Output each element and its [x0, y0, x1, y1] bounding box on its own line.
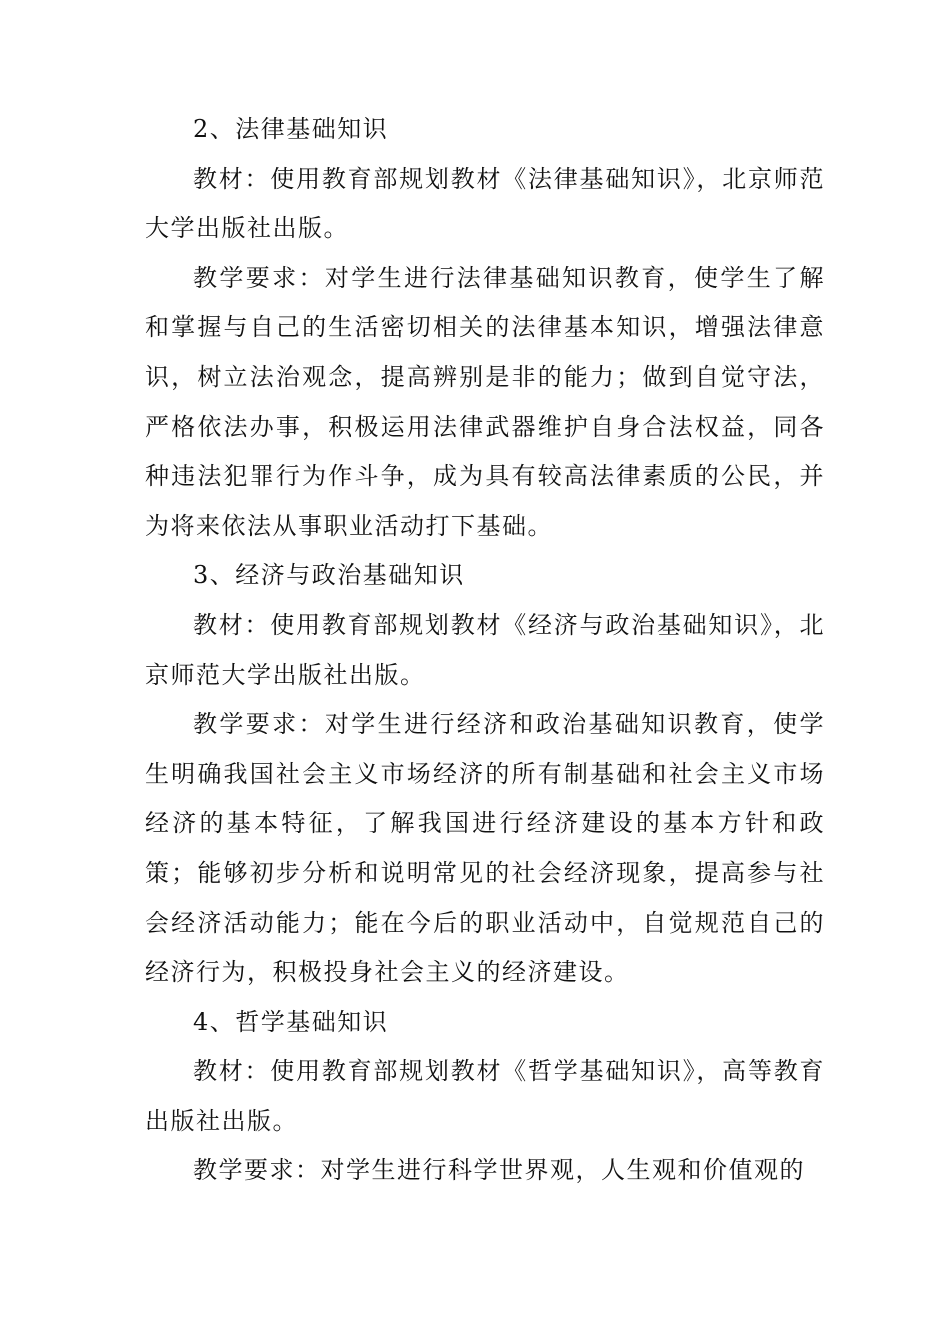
paragraph-economics-requirements: 教学要求：对学生进行经济和政治基础知识教育，使学生明确我国社会主义市场经济的所有制基础和社会主义市场经济的基本特征，了解我国进行经济建设的基本方针和政策；能够初步分析和说明常见的社会经济现象，提高参与社会经济活动能力；能在今后的职业活动中，自觉规范自己的经济行为，积极投身社会主义的经济建设。	[145, 710, 825, 987]
paragraph-philosophy-requirements: 教学要求：对学生进行科学世界观，人生观和价值观的	[193, 1156, 805, 1185]
section-heading-law: 2、法律基础知识	[193, 115, 389, 143]
paragraph-philosophy-textbook: 教材：使用教育部规划教材《哲学基础知识》，高等教育出版社出版。	[145, 1057, 825, 1135]
document-page	[145, 105, 825, 1196]
section-heading-economics-politics: 3、经济与政治基础知识	[193, 561, 465, 590]
paragraph-law-textbook: 教材：使用教育部规划教材《法律基础知识》，北京师范大学出版社出版。	[145, 164, 825, 243]
section-heading-philosophy: 4、哲学基础知识	[193, 1007, 389, 1036]
paragraph-law-requirements: 教学要求：对学生进行法律基础知识教育，使学生了解和掌握与自己的生活密切相关的法律基本知识，增强法律意识，树立法治观念，提高辨别是非的能力；做到自觉守法，严格依法办事，积极运用法律武器维护自身合法权益，同各种违法犯罪行为作斗争，成为具有较高法律素质的公民，并为将来依法从事职业活动打下基础。	[145, 263, 825, 540]
paragraph-economics-textbook: 教材：使用教育部规划教材《经济与政治基础知识》，北京师范大学出版社出版。	[145, 610, 825, 689]
